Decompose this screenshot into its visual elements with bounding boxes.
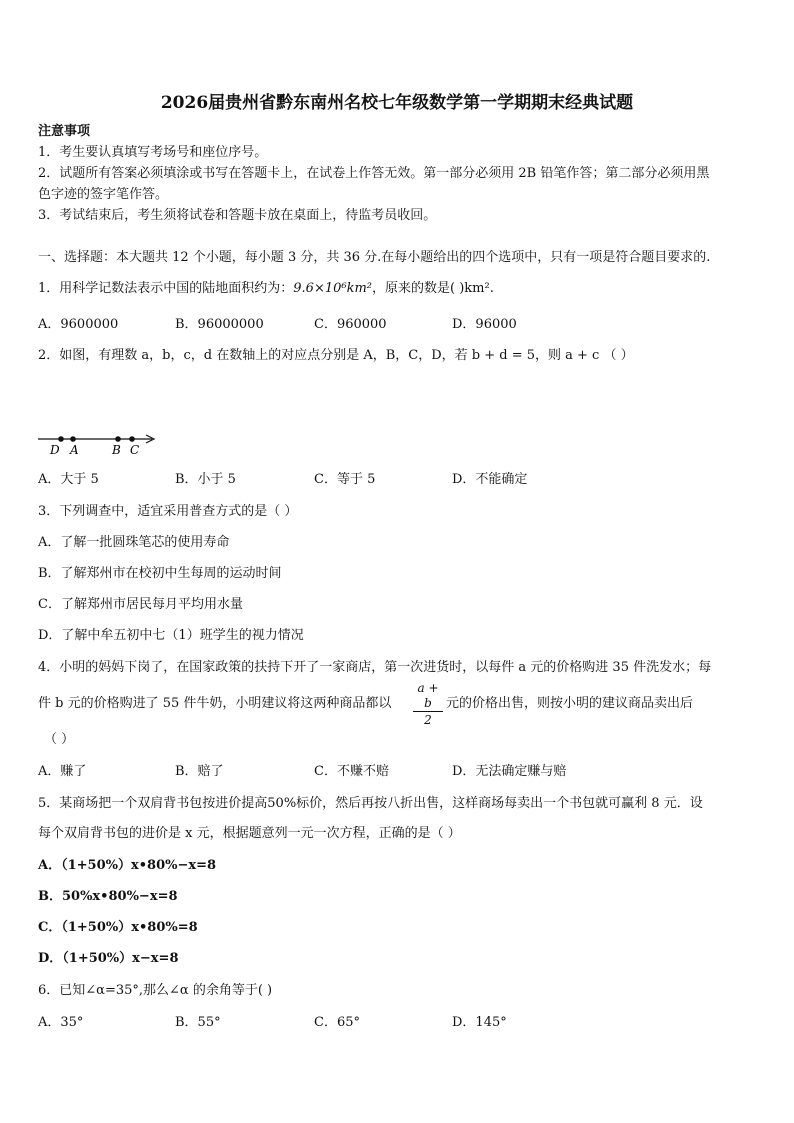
- notice-item-2-cont: 色字迹的签字笔作答。: [38, 187, 169, 202]
- q3-option-a: A．了解一批圆珠笔芯的使用寿命: [38, 535, 230, 550]
- point-b: [115, 436, 121, 442]
- q5-line-2: 每个双肩背书包的进价是 x 元，根据题意列一元一次方程，正确的是（ ）: [38, 826, 461, 841]
- q4-option-c: C．不赚不赔: [314, 764, 389, 779]
- label-c: C: [130, 443, 140, 457]
- q6-option-b: B．55°: [175, 1015, 221, 1030]
- q1-expression: 9.6×10⁶km²: [293, 281, 373, 296]
- q1-option-b: B．96000000: [175, 317, 264, 332]
- q6-option-c: C．65°: [314, 1015, 360, 1030]
- notice-heading: 注意事项: [38, 124, 91, 139]
- q2-option-c: C．等于 5: [314, 472, 376, 487]
- q2-option-d: D．不能确定: [452, 472, 528, 487]
- label-a: A: [70, 443, 79, 457]
- q3-stem: 3．下列调查中，适宜采用普查方式的是（ ）: [38, 504, 298, 519]
- q4-line-1: 4．小明的妈妈下岗了，在国家政策的扶持下开了一家商店，第一次进货时，以每件 a 元的价格购进 35 件洗发水；每: [38, 660, 712, 675]
- q3-option-d: D．了解中牟五初中七（1）班学生的视力情况: [38, 628, 304, 643]
- notice-item-2: 2．试题所有答案必须填涂或书写在答题卡上，在试卷上作答无效。第一部分必须用 2B 铅笔作答；第二部分必须用黑: [38, 166, 710, 181]
- point-c: [129, 436, 135, 442]
- q4-line-3: （ ）: [44, 732, 75, 747]
- q2-stem: 2．如图，有理数 a，b，c，d 在数轴上的对应点分别是 A，B，C，D，若 b + d = 5，则 a + c （ ）: [38, 348, 634, 363]
- notice-item-1: 1．考生要认真填写考场号和座位序号。: [38, 145, 268, 160]
- label-d: D: [50, 443, 60, 457]
- q5-line-1: 5．某商场把一个双肩背书包按进价提高50%标价，然后再按八折出售，这样商场每卖出一个书包就可赢利 8 元．设: [38, 796, 703, 811]
- notice-item-3: 3．考试结束后，考生须将试卷和答题卡放在桌面上，待监考员收回。: [38, 208, 437, 223]
- point-d: [58, 436, 64, 442]
- q1-option-c: C．960000: [314, 317, 387, 332]
- q1-option-a: A．9600000: [38, 317, 119, 332]
- section-heading: 一、选择题：本大题共 12 个小题，每小题 3 分，共 36 分.在每小题给出的四个选项中，只有一项是符合题目要求的.: [38, 250, 711, 265]
- q3-option-b: B．了解郑州市在校初中生每周的运动时间: [38, 566, 282, 581]
- q1-stem: [38, 277, 494, 296]
- q5-option-c: C．（1+50%）x•80%=8: [38, 920, 198, 935]
- q4-option-b: B．赔了: [175, 764, 224, 779]
- q1-stem-a: 1．用科学记数法表示中国的陆地面积约为：: [38, 281, 294, 296]
- q5-option-b: B．50%x•80%−x=8: [38, 889, 178, 904]
- q6-option-a: A．35°: [38, 1015, 84, 1030]
- q2-option-b: B．小于 5: [175, 472, 236, 487]
- q2-option-a: A．大于 5: [38, 472, 99, 487]
- q3-option-c: C．了解郑州市居民每月平均用水量: [38, 597, 243, 612]
- q1-stem-b: ，原来的数是( )km².: [372, 281, 494, 296]
- q4-fraction: [413, 681, 443, 728]
- q4-fraction-denominator: 2: [424, 713, 432, 727]
- q5-option-d: D．（1+50%）x−x=8: [38, 951, 179, 966]
- q1-option-d: D．96000: [452, 317, 517, 332]
- page-title: 2026届贵州省黔东南州名校七年级数学第一学期期末经典试题: [160, 93, 634, 113]
- q5-option-a: A．（1+50%）x•80%−x=8: [38, 858, 217, 873]
- q4-option-d: D．无法确定赚与赔: [452, 764, 567, 779]
- q6-stem: 6．已知∠α=35°,那么∠α 的余角等于( ): [38, 983, 273, 998]
- label-b: B: [112, 443, 121, 457]
- q4-line-2b: 元的价格出售，则按小明的建议商品卖出后: [446, 696, 694, 711]
- q6-option-d: D．145°: [452, 1015, 507, 1030]
- number-line-figure: [36, 430, 162, 458]
- q4-fraction-numerator: a + b: [413, 681, 443, 712]
- q4-line-2a: 件 b 元的价格购进了 55 件牛奶，小明建议将这两种商品都以: [38, 696, 392, 711]
- point-a: [70, 436, 76, 442]
- q4-option-a: A．赚了: [38, 764, 87, 779]
